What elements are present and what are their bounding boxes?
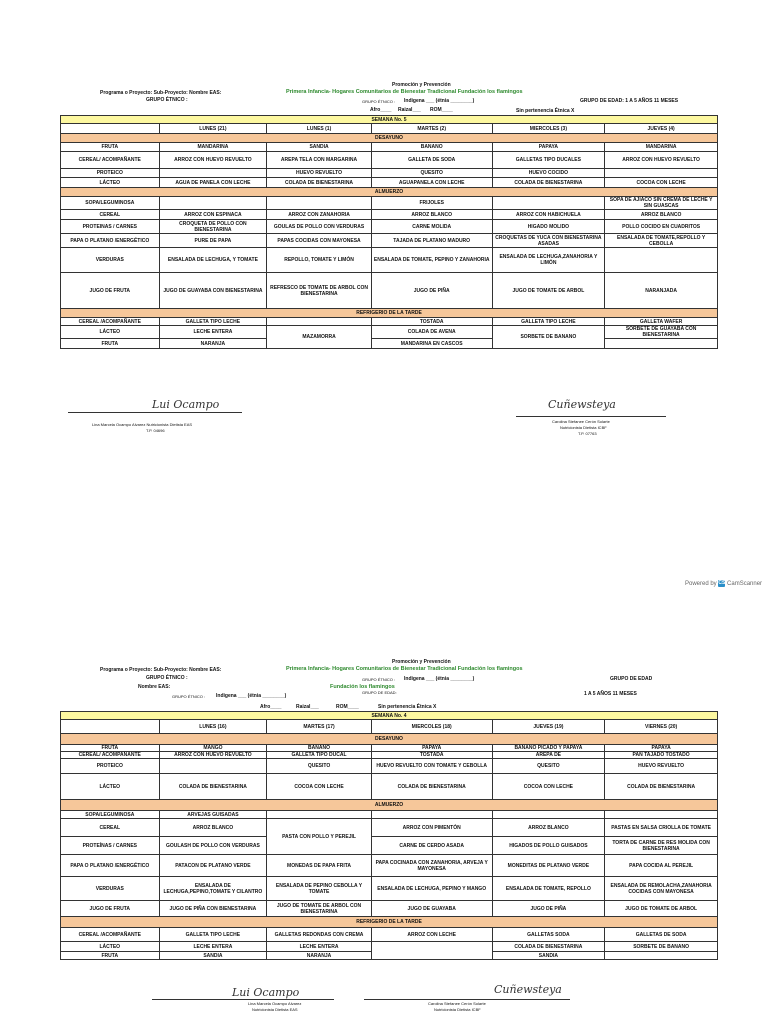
menu-cell: COCOA CON LECHE	[492, 774, 605, 800]
menu-cell: PAPA COCIDA AL PEREJIL	[605, 855, 718, 877]
menu-cell: ARROZ CON LECHE	[371, 928, 492, 942]
menu-cell: MANDARINA	[605, 143, 718, 152]
signature-right: Cuñewsteya	[494, 983, 562, 996]
day-header: MARTES (2)	[371, 124, 492, 134]
grupo-etnico-small-2: GRUPO ÉTNICO :	[172, 694, 206, 699]
menu-cell: COLADA DE AVENA	[371, 326, 492, 339]
menu-cell: PASTA CON POLLO Y PEREJIL	[267, 819, 372, 855]
row-label: LÁCTEO	[61, 942, 160, 952]
menu-cell: LECHE ENTERA	[159, 326, 267, 339]
menu-cell: SANDIA	[267, 143, 372, 152]
menu-cell: JUGO DE GUAYABA	[371, 901, 492, 917]
row-label: CEREAL /ACOMPAÑANTE	[61, 318, 160, 326]
menu-cell: ARROZ CON HABICHUELA	[492, 210, 605, 220]
menu-cell: JUGO DE TOMATE DE ARBOL	[492, 273, 605, 309]
sig-right-role: Nutricionista Dietista ICBF	[560, 425, 607, 430]
menu-cell: HUEVO REVUELTO	[605, 759, 718, 774]
menu-row	[61, 901, 718, 917]
menu-cell: COLADA DE BIENESTARINA	[371, 774, 492, 800]
menu-cell: ARROZ BLANCO	[371, 210, 492, 220]
menu-cell	[371, 811, 492, 819]
menu-cell: TOSTADA	[371, 752, 492, 759]
menu-row	[61, 197, 718, 210]
day-header: MARTES (17)	[267, 720, 372, 734]
menu-row	[61, 273, 718, 309]
menu-cell: ENSALADA DE LECHUGA, Y TOMATE	[159, 248, 267, 273]
menu-cell: POLLO COCIDO EN CUADRITOS	[605, 220, 718, 234]
menu-row	[61, 877, 718, 901]
menu-cell: JUGO DE PIÑA CON BIENESTARINA	[159, 901, 267, 917]
grupo-edad-small: GRUPO DE EDAD:	[362, 690, 397, 695]
menu-cell: NARANJADA	[605, 273, 718, 309]
indigena: Indigena ___ (étnia ________)	[404, 676, 475, 682]
menu-cell: ARROZ BLANCO	[492, 819, 605, 837]
grupo-edad: GRUPO DE EDAD	[610, 676, 653, 682]
menu-row	[61, 326, 718, 339]
sig-left-tp: T.P. 04696	[146, 428, 165, 433]
menu-cell: BANANO PICADO Y PAPAYA	[492, 745, 605, 752]
menu-cell: TAJADA DE PLATANO MADURO	[371, 234, 492, 248]
menu-cell: NARANJA	[159, 339, 267, 349]
menu-cell: ENSALADA DE TOMATE, PEPINO Y ZANAHORIA	[371, 248, 492, 273]
menu-cell: COCOA CON LECHE	[605, 178, 718, 188]
menu-row	[61, 774, 718, 800]
nombre-eas: Nombre EAS:	[138, 684, 171, 690]
sig-right-tp: T.P. 07763	[578, 431, 597, 436]
row-label: CEREAL/ ACOMPAÑANTE	[61, 152, 160, 169]
menu-cell: CARNE DE CERDO ASADA	[371, 837, 492, 855]
row-label: LÁCTEO	[61, 774, 160, 800]
menu-cell: PAPAS COCIDAS CON MAYONESA	[267, 234, 372, 248]
menu-row	[61, 339, 718, 349]
menu-cell: ENSALADA DE LECHUGA,PEPINO,TOMATE Y CILANTRO	[159, 877, 267, 901]
menu-cell: SANDIA	[492, 952, 605, 960]
menu-cell: PAPAYA	[492, 143, 605, 152]
menu-cell: AREPA DE	[492, 752, 605, 759]
row-label: PAPA O PLATANO /ENERGÉTICO	[61, 855, 160, 877]
camscanner-watermark	[685, 580, 762, 587]
signature-line-right	[364, 999, 570, 1000]
menu-cell	[267, 197, 372, 210]
menu-cell: GALLETA TIPO DUCAL	[267, 752, 372, 759]
rom: ROM____	[430, 107, 453, 113]
menu-row	[61, 318, 718, 326]
row-label: LÁCTEO	[61, 178, 160, 188]
program-label: Programa o Proyecto: Sub-Proyecto: Nombre EAS:	[100, 667, 222, 673]
menu-cell: QUESITO	[267, 759, 372, 774]
row-label: VERDURAS	[61, 248, 160, 273]
menu-cell: COLADA DE BIENESTARINA	[267, 178, 372, 188]
day-header: MIERCOLES (18)	[371, 720, 492, 734]
menu-row	[61, 220, 718, 234]
menu-cell: PASTAS EN SALSA CRIOLLA DE TOMATE	[605, 819, 718, 837]
menu-cell: ENSALADA DE TOMATE, REPOLLO	[492, 877, 605, 901]
grupo-etnico-small: GRUPO ÉTNICO :	[362, 99, 396, 104]
heading: Promoción y Prevención	[392, 659, 451, 665]
week-title: SEMANA No. 4	[61, 712, 718, 720]
sig-left-name: Lina Marcela Ocampo Alvarez Nutricionista Dietista EAS	[92, 422, 193, 427]
menu-cell: BANANO	[267, 745, 372, 752]
heading: Promoción y Prevención	[392, 82, 451, 88]
menu-cell: QUESITO	[371, 169, 492, 178]
row-label: FRUTA	[61, 952, 160, 960]
menu-cell: ENSALADA DE PEPINO CEBOLLA Y TOMATE	[267, 877, 372, 901]
row-label: PROTEICO	[61, 759, 160, 774]
menu-cell: GALLETAS DE SODA	[605, 928, 718, 942]
signature-line-left	[68, 412, 242, 413]
sin-pertenencia: Sin pertenencia Étnica X	[516, 108, 575, 114]
row-label: PAPA O PLATANO /ENERGÉTICO	[61, 234, 160, 248]
camscanner-brand: CamScanner	[727, 581, 763, 588]
section-title: DESAYUNO	[61, 734, 718, 745]
menu-cell: ARROZ CON HUEVO REVUELTO	[159, 752, 267, 759]
menu-cell: ARROZ BLANCO	[605, 210, 718, 220]
menu-cell: SANDIA	[159, 952, 267, 960]
day-header: MIERCOLES (3)	[492, 124, 605, 134]
menu-cell	[605, 169, 718, 178]
row-label: PROTEINAS / CARNES	[61, 220, 160, 234]
row-label: CEREAL	[61, 210, 160, 220]
menu-row	[61, 210, 718, 220]
row-label: FRUTA	[61, 143, 160, 152]
menu-row	[61, 234, 718, 248]
program-name: Primera Infancia- Hogares Comunitarios de Bienestar Tradicional Fundación los flamingos	[286, 666, 523, 672]
sig-right-name: Carolina Stefanee Cerón Solarte	[552, 419, 610, 424]
menu-cell: SOPA DE AJIACO SIN CREMA DE LECHE Y SIN GUASCAS	[605, 197, 718, 210]
program-label: Programa o Proyecto: Sub-Proyecto: Nombre EAS:	[100, 90, 222, 96]
signature-line-left	[152, 999, 334, 1000]
camscanner-logo-icon: CS	[718, 580, 726, 586]
menu-row	[61, 811, 718, 819]
menu-cell: JUGO DE PIÑA	[492, 901, 605, 917]
row-label: PROTEICO	[61, 169, 160, 178]
menu-cell: PAPAYA	[371, 745, 492, 752]
menu-row	[61, 143, 718, 152]
menu-cell	[605, 952, 718, 960]
menu-cell: FRIJOLES	[371, 197, 492, 210]
row-label: VERDURAS	[61, 877, 160, 901]
menu-cell: MANDARINA	[159, 143, 267, 152]
menu-cell: REFRESCO DE TOMATE DE ARBOL CON BIENESTARINA	[267, 273, 372, 309]
row-label: FRUTA	[61, 745, 160, 752]
menu-cell: ARROZ CON ZANAHORIA	[267, 210, 372, 220]
day-header: LUNES (21)	[159, 124, 267, 134]
menu-cell: PAPA COCINADA CON ZANAHORIA, ARVEJA Y MAYONESA	[371, 855, 492, 877]
menu-row	[61, 248, 718, 273]
menu-cell: GALLETA TIPO LECHE	[159, 928, 267, 942]
day-header-row	[61, 720, 718, 734]
menu-cell: TORTA DE CARNE DE RES MOLIDA CON BIENESTARINA	[605, 837, 718, 855]
powered-text: Powered by	[685, 581, 717, 588]
row-label: CEREAL	[61, 819, 160, 837]
menu-cell: JUGO DE GUAYABA CON BIENESTARINA	[159, 273, 267, 309]
menu-cell: ARROZ CON HUEVO REVUELTO	[605, 152, 718, 169]
menu-cell	[159, 197, 267, 210]
signature-left: Lui Ocampo	[232, 986, 300, 999]
indigena: Indigena ___ (étnia ________)	[404, 98, 475, 104]
afro: Afro____	[370, 107, 392, 113]
menu-cell: MONEDITAS DE PLATANO VERDE	[492, 855, 605, 877]
menu-cell	[492, 811, 605, 819]
menu-cell: MONEDAS DE PAPA FRITA	[267, 855, 372, 877]
menu-cell	[267, 811, 372, 819]
row-label: PROTEÍNAS / CARNES	[61, 837, 160, 855]
sig-left-role: Nutricionista Dietista EAS	[252, 1007, 298, 1012]
menu-cell: LECHE ENTERA	[267, 942, 372, 952]
menu-cell	[605, 248, 718, 273]
menu-cell: AGUAPANELA CON LECHE	[371, 178, 492, 188]
menu-cell: ARROZ BLANCO	[159, 819, 267, 837]
row-label: SOPA/LEGUMINOSA	[61, 811, 160, 819]
menu-cell: PAN TAJADO TOSTADO	[605, 752, 718, 759]
day-header: JUEVES (4)	[605, 124, 718, 134]
menu-cell: GALLETAS REDONDAS CON CREMA	[267, 928, 372, 942]
menu-cell: REPOLLO, TOMATE Y LIMÓN	[267, 248, 372, 273]
raizal: Raizal___	[398, 107, 421, 113]
menu-cell	[371, 942, 492, 960]
signature-left: Lui Ocampo	[152, 398, 220, 411]
menu-cell: JUGO DE TOMATE DE ARBOL CON BIENESTARINA	[267, 901, 372, 917]
fundacion: Fundación los flamingos	[330, 684, 395, 690]
menu-cell: COLADA DE BIENESTARINA	[492, 178, 605, 188]
section-title: DESAYUNO	[61, 134, 718, 143]
menu-row	[61, 759, 718, 774]
sig-right-name: Carolina Stefanee Cerón Solarte	[428, 1001, 486, 1006]
menu-row	[61, 178, 718, 188]
menu-row	[61, 745, 718, 752]
menu-cell: GALLETA TIPO LECHE	[159, 318, 267, 326]
menu-cell: MANGO	[159, 745, 267, 752]
menu-cell: LECHE ENTERA	[159, 942, 267, 952]
menu-cell	[605, 811, 718, 819]
menu-row	[61, 752, 718, 759]
afro: Afro____	[260, 704, 282, 710]
row-label: CEREAL /ACOMPAÑANTE	[61, 928, 160, 942]
menu-cell: ENSALADA DE LECHUGA,ZANAHORIA Y LIMÓN	[492, 248, 605, 273]
menu-cell: AGUA DE PANELA CON LECHE	[159, 178, 267, 188]
row-label: FRUTA	[61, 339, 160, 349]
menu-cell: JUGO DE TOMATE DE ARBOL	[605, 901, 718, 917]
program-name: Primera Infancia- Hogares Comunitarios de Bienestar Tradicional Fundación los flamingos	[286, 89, 523, 95]
sig-right-role: Nutricionista Dietista ICBF	[434, 1007, 481, 1012]
menu-cell: NARANJA	[267, 952, 372, 960]
menu-cell: PURE DE PAPA	[159, 234, 267, 248]
menu-cell: MAZAMORRA	[267, 326, 372, 349]
signature-right: Cuñewsteya	[548, 398, 616, 411]
menu-cell: GALLETA DE SODA	[371, 152, 492, 169]
menu-row	[61, 855, 718, 877]
menu-cell: PAPAYA	[605, 745, 718, 752]
row-label: CEREAL/ ACOMPAÑANTE	[61, 752, 160, 759]
menu-cell: BANANO	[371, 143, 492, 152]
menu-cell: QUESITO	[492, 759, 605, 774]
row-label: JUGO DE FRUTA	[61, 273, 160, 309]
menu-row	[61, 928, 718, 942]
grupo-etnico: GRUPO ÉTNICO :	[146, 97, 188, 103]
menu-cell: GALLETA TIPO LECHE	[492, 318, 605, 326]
day-header-row	[61, 124, 718, 134]
row-label: SOPA/LEGUMINOSA	[61, 197, 160, 210]
sig-left-name: Lina Marcela Ocampo Alvarez	[248, 1001, 302, 1006]
menu-cell	[492, 197, 605, 210]
menu-cell: HUEVO COCIDO	[492, 169, 605, 178]
menu-cell: SORBETE DE GUAYABA CON BIENESTARINA	[605, 326, 718, 339]
menu-row	[61, 837, 718, 855]
menu-cell: ARVEJAS GUISADAS	[159, 811, 267, 819]
menu-cell: ARROZ CON ESPINACA	[159, 210, 267, 220]
section-title: REFRIGERIO DE LA TARDE	[61, 917, 718, 928]
day-header: VIERNES (20)	[605, 720, 718, 734]
raizal: Raizal___	[296, 704, 319, 710]
section-title: ALMUERZO	[61, 188, 718, 197]
menu-row	[61, 169, 718, 178]
signature-line-right	[516, 416, 666, 417]
menu-cell: ENSALADA DE REMOLACHA,ZANAHORIA COCIDAS CON MAYONESA	[605, 877, 718, 901]
section-title: REFRIGERIO DE LA TARDE	[61, 309, 718, 318]
menu-cell: JUGO DE PIÑA	[371, 273, 492, 309]
indigena-2: Indigena ___ (étnia ________)	[216, 693, 287, 699]
menu-cell: GALLETAS TIPO DUCALES	[492, 152, 605, 169]
menu-table	[60, 115, 718, 349]
menu-cell: ARROZ CON PIMENTÓN	[371, 819, 492, 837]
menu-cell: SORBETE DE BANANO	[605, 942, 718, 952]
menu-cell: COLADA DE BIENESTARINA	[605, 774, 718, 800]
grupo-edad: GRUPO DE EDAD: 1 A 5 AÑOS 11 MESES	[580, 98, 679, 104]
day-header: LUNES (16)	[159, 720, 267, 734]
day-header: JUEVES (19)	[492, 720, 605, 734]
menu-cell: CROQUETAS DE YUCA CON BIENESTARINA ASADAS	[492, 234, 605, 248]
menu-cell: MANDARINA EN CASCOS	[371, 339, 492, 349]
menu-cell: CROQUETA DE POLLO CON BIENESTARINA	[159, 220, 267, 234]
menu-cell: SORBETE DE BANANO	[492, 326, 605, 349]
section-title: ALMUERZO	[61, 800, 718, 811]
row-label: LÁCTEO	[61, 326, 160, 339]
menu-cell	[605, 339, 718, 349]
week-title: SEMANA No. 5	[61, 116, 718, 124]
menu-table	[60, 711, 718, 960]
menu-cell	[267, 318, 372, 326]
menu-cell: TOSTADA	[371, 318, 492, 326]
menu-cell: COLADA DE BIENESTARINA	[492, 942, 605, 952]
menu-cell: HIGADOS DE POLLO GUISADOS	[492, 837, 605, 855]
rom: ROM____	[336, 704, 359, 710]
menu-cell: AREPA TELA CON MARGARINA	[267, 152, 372, 169]
grupo-etnico: GRUPO ÉTNICO :	[146, 675, 188, 681]
menu-cell: PATACON DE PLATANO VERDE	[159, 855, 267, 877]
menu-cell: ARROZ CON HUEVO REVUELTO	[159, 152, 267, 169]
menu-cell: GOULASH DE POLLO CON VERDURAS	[159, 837, 267, 855]
menu-cell: GOULAS DE POLLO CON VERDURAS	[267, 220, 372, 234]
sin-pertenencia: Sin pertenencia Étnica X	[378, 704, 437, 710]
menu-row	[61, 819, 718, 837]
day-header-blank	[61, 124, 160, 134]
menu-cell: GALLETAS SODA	[492, 928, 605, 942]
day-header: LUNES (1)	[267, 124, 372, 134]
menu-cell: HUEVO REVUELTO CON TOMATE Y CEBOLLA	[371, 759, 492, 774]
grupo-etnico-small: GRUPO ÉTNICO :	[362, 677, 396, 682]
menu-cell	[159, 169, 267, 178]
menu-cell: HUEVO REVUELTO	[267, 169, 372, 178]
edad-value: 1 A 5 AÑOS 11 MESES	[584, 691, 637, 697]
menu-cell: HIGADO MOLIDO	[492, 220, 605, 234]
day-header-blank	[61, 720, 160, 734]
menu-cell: CARNE MOLIDA	[371, 220, 492, 234]
menu-cell: ENSALADA DE LECHUGA, PEPINO Y MANGO	[371, 877, 492, 901]
menu-cell	[159, 759, 267, 774]
menu-row	[61, 152, 718, 169]
menu-cell: COLADA DE BIENESTARINA	[159, 774, 267, 800]
menu-cell: GALLETA WAFER	[605, 318, 718, 326]
row-label: JUGO DE FRUTA	[61, 901, 160, 917]
menu-row	[61, 942, 718, 952]
menu-cell: COCOA CON LECHE	[267, 774, 372, 800]
menu-cell: ENSALADA DE TOMATE,REPOLLO Y CEBOLLA	[605, 234, 718, 248]
